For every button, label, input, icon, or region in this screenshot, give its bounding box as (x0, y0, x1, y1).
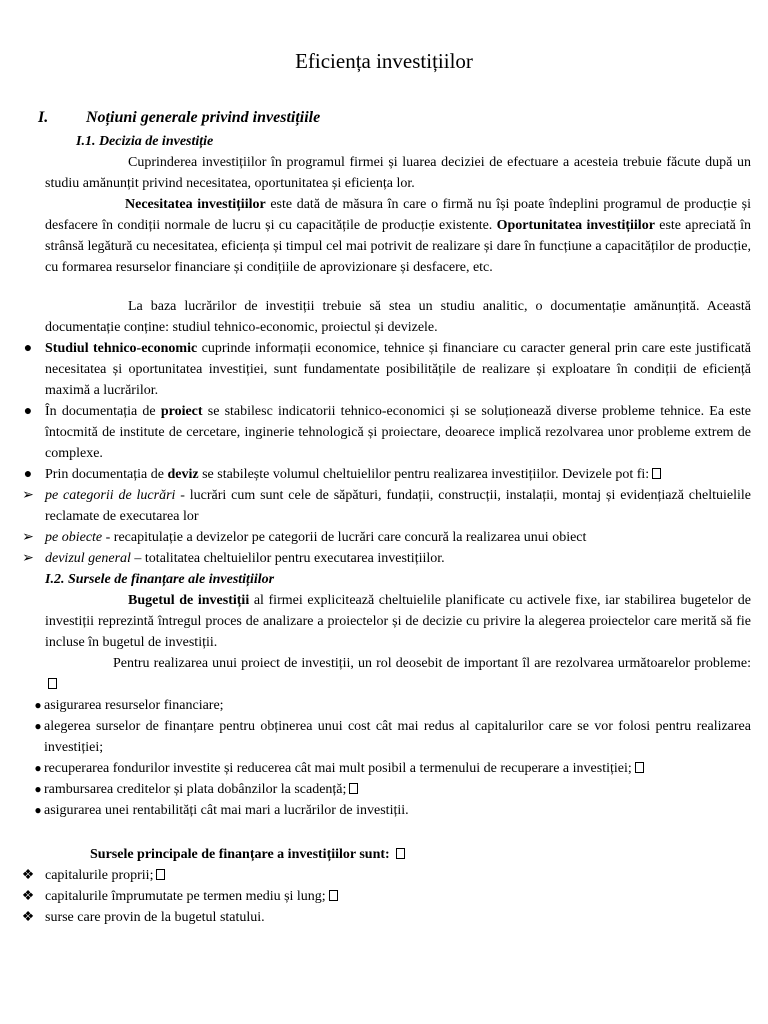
list-item-text (44, 758, 751, 779)
bullet-icon: ● (34, 719, 42, 733)
missing-glyph-icon (652, 468, 661, 479)
list-item-text (45, 485, 751, 527)
bullet-icon: ● (34, 782, 42, 796)
list-item-text (45, 338, 751, 401)
list-item-text: asigurarea resurselor financiare; (44, 698, 224, 713)
term-study: Studiul tehnico-economic (45, 341, 198, 356)
bullet-icon: ● (34, 803, 42, 817)
list-item-text (45, 527, 751, 548)
term-general-deviz: devizul general (45, 551, 131, 566)
list-item-text: asigurarea unei rentabilități cât mai mari a lucrărilor de investiții. (44, 803, 409, 818)
bullet-icon: ● (34, 761, 42, 775)
study-text: cuprinde informații economice, tehnice și financiare cu caracter general prin care este justificată necesitatea și oportunitatea investiției, sunt fundamentate posibilitățile de realizare și exploatare în condiții de eficiență maximă a lucrărilor. (45, 341, 751, 398)
source-text: capitalurile împrumutate pe termen mediu și lung; (45, 889, 326, 904)
document-title: Eficiența investițiilor (295, 49, 473, 73)
bullet-icon: ● (34, 698, 42, 712)
deviz-pre: Prin documentația de (45, 467, 168, 482)
missing-glyph-icon (635, 762, 644, 773)
missing-glyph-icon (396, 848, 405, 859)
term-project: proiect (160, 404, 203, 419)
term-necessity: Necesitatea investițiilor (125, 197, 266, 212)
work-categories-text: - lucrări cum sunt cele de săpături, fundații, construcții, instalații, montaj și evidențiază cheltuielile reclamate de executarea lor (45, 488, 751, 524)
project-text: se stabilesc indicatorii tehnico-economici și se soluționează diverse probleme tehnice. Ea este întocmită de institute de cercetare, inginerie tehnologică și proiectare, deoarece implică rezolvarea unor probleme extrem de complexe. (45, 404, 751, 461)
term-budget: Bugetul de investiții (128, 593, 250, 608)
list-item-text: alegerea surselor de finanțare pentru obținerea unui cost cât mai redus al capitalurilor care se vor folosi pentru realizarea investiției; (44, 719, 751, 755)
diamond-bullet-icon: ❖ (21, 910, 35, 925)
bullet-icon: ● (23, 341, 33, 356)
problem-text: recuperarea fondurilor investite și reducerea cât mai mult posibil a termenului de recuperare a investiției; (44, 761, 632, 776)
paragraph-documentation: La baza lucrărilor de investiții trebuie să stea un studiu analitic, o documentație amănunțită. Această documentație conține: studiul tehnico-economic, proiectul și devizele. (45, 299, 751, 335)
diamond-bullet-icon: ❖ (21, 889, 35, 904)
paragraph-budget (45, 590, 751, 653)
section-number: I. (38, 109, 49, 126)
list-item-text (45, 401, 751, 464)
section-title: Noțiuni generale privind investițiile (86, 109, 321, 126)
list-item-text (45, 886, 751, 907)
problems-text: Pentru realizarea unui proiect de investiții, un rol deosebit de important îl are rezolvarea următoarelor probleme: (113, 656, 751, 671)
general-deviz-text: – totalitatea cheltuielilor pentru executarea investițiilor. (130, 551, 445, 566)
deviz-text: se stabilește volumul cheltuielilor pentru realizarea investițiilor. Devizele pot fi: (198, 467, 650, 482)
missing-glyph-icon (329, 890, 338, 901)
bullet-icon: ● (23, 467, 33, 482)
sources-heading: Sursele principale de finanțare a investițiilor sunt: (90, 844, 405, 865)
project-pre: În documentația de (45, 404, 161, 419)
paragraph-opportunity-text: este apreciată în strânsă legătură cu necesitatea, eficiența și timpul cel mai potrivit de realizare și dare în funcțiune a capacităților de producție, cu formarea resurselor financiare și condițiile de aprovizionare și desfacere, etc. (45, 218, 751, 275)
term-objects: pe obiecte (45, 530, 103, 545)
missing-glyph-icon (349, 783, 358, 794)
subsection-heading-2: I.2. Sursele de finanțare ale investițiilor (45, 572, 275, 587)
diamond-bullet-icon: ❖ (21, 868, 35, 883)
list-item-text (44, 779, 751, 800)
sources-heading-text: Sursele principale de finanțare a investițiilor sunt (90, 847, 386, 862)
objects-text: - recapitulație a devizelor pe categorii de lucrări care concură la realizarea unui obiect (102, 530, 587, 545)
missing-glyph-icon (48, 678, 57, 689)
paragraph-necessity-text: este dată de măsura în care o firmă nu își poate îndeplini programul de producție și desfacere în condiții normale de lucru și cu capacitățile de producție existente. (45, 197, 752, 233)
paragraph-problems (45, 653, 751, 695)
subsection-heading-1: I.1. Decizia de investiție (76, 134, 214, 149)
paragraph-necessity (45, 194, 751, 278)
arrow-bullet-icon: ➢ (22, 530, 34, 545)
list-item-text (45, 548, 751, 569)
arrow-bullet-icon: ➢ (22, 551, 34, 566)
term-opportunity: Oportunitatea investițiilor (496, 218, 655, 233)
missing-glyph-icon (156, 869, 165, 880)
budget-text: al firmei explicitează cheltuielile planificate cu activele fixe, iar stabilirea bugetelor de investiții reprezintă întregul proces de analizare a proiectelor și de decizie cu privire la alegerea proiectelor care merită să fie incluse în bugetul de investiții. (45, 593, 751, 650)
section-heading (38, 107, 320, 128)
bullet-icon: ● (23, 404, 33, 419)
problem-text: rambursarea creditelor și plata dobânzilor la scadență; (44, 782, 347, 797)
list-item-text: surse care provin de la bugetul statului. (45, 910, 265, 925)
list-item-text (45, 865, 751, 886)
list-item-text (45, 464, 751, 485)
term-deviz: deviz (167, 467, 199, 482)
paragraph-decision: Cuprinderea investițiilor în programul firmei și luarea deciziei de efectuare a acesteia trebuie făcute după un studiu amănunțit privind necesitatea, oportunitatea și eficiența lor. (45, 155, 751, 191)
arrow-bullet-icon: ➢ (22, 488, 34, 503)
source-text: capitalurile proprii; (45, 868, 154, 883)
term-work-categories: pe categorii de lucrări (45, 488, 176, 503)
